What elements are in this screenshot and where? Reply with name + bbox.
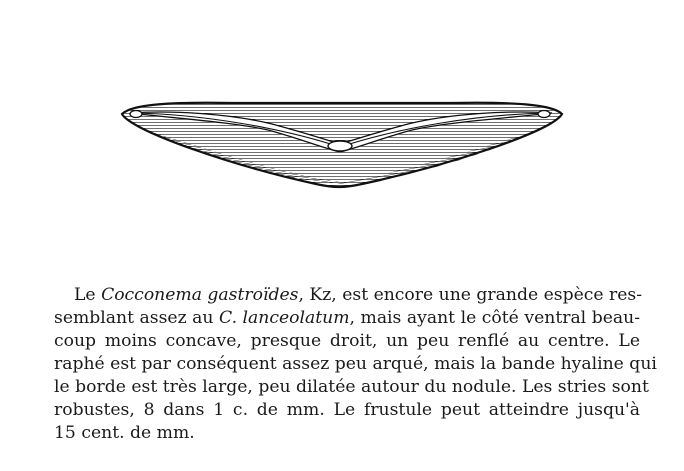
species-name: C. lanceolatum — [219, 308, 350, 328]
diatom-engraving — [112, 92, 568, 196]
text-line: robustes, 8 dans 1 c. de mm. Le frustule peut atteindre jusqu'à — [54, 400, 640, 420]
terminal-nodule-right — [538, 111, 550, 118]
species-name: Cocconema gastroïdes — [101, 285, 299, 305]
text-run: , mais ayant le côté ventral beau- — [349, 308, 641, 328]
text-line: 15 cent. de mm. — [54, 423, 195, 443]
description-paragraph — [54, 284, 657, 445]
text-line — [54, 307, 640, 330]
text-line: coup moins concave, presque droit, un peu renflé au centre. Le — [54, 331, 640, 351]
text-line — [54, 284, 643, 307]
text-run: Le — [74, 285, 96, 305]
diatom-illustration — [112, 92, 568, 196]
central-nodule — [328, 141, 352, 151]
text-line: le borde est très large, peu dilatée autour du nodule. Les stries sont — [54, 377, 649, 397]
text-line: raphé est par conséquent assez peu arqué, mais la bande hyaline qui — [54, 354, 657, 374]
terminal-nodule-left — [130, 111, 142, 118]
text-run: semblant assez au — [54, 308, 214, 328]
text-run: , Kz, est encore une grande espèce res- — [298, 285, 643, 305]
